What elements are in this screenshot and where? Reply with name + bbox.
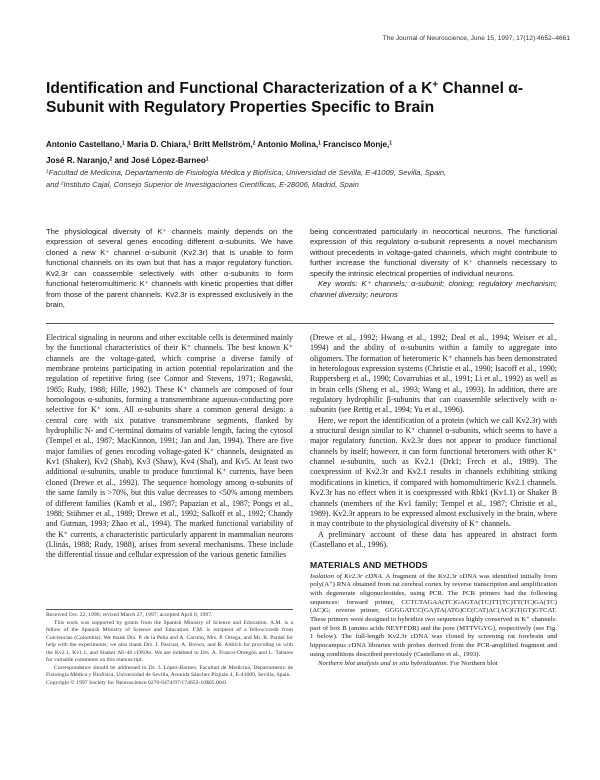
footnotes: [46, 612, 293, 687]
methods-subheading: Isolation of Kv2.3r cDNA.: [310, 572, 384, 580]
author: Antonio Castellano,$^1$: [46, 140, 125, 149]
methods-subheading: Northern blot analysis and in situ hybridization.: [318, 659, 449, 667]
received-dates: Received Oct. 22, 1996; revised March 27, 1997; accepted April 8, 1997.: [46, 612, 213, 618]
affiliation-1: Facultad de Medicina, Departamento de Fisiología Médica y Biofísica, Universidad de Sevilla, E-41009, Sevilla, Spain,: [48, 168, 447, 177]
keywords: Key words: K⁺ channels; α-subunit; cloning; regulatory mechanism; channel diversity; neurons: [310, 279, 557, 299]
body-paragraph: Electrical signaling in neurons and other excitable cells is determined mainly by the functional characteristics of their K⁺ channels. The best known K⁺ channels are the voltage-gated, which comprise a diverse family of membrane proteins participating in action potential repolarization and the regulation of repetitive firing (see Connor and Stevens, 1971; Rogawski, 1985; Rudy, 1988; Hille, 1992). These K⁺ channels are composed of four homologous α-subunits, forming a transmembrane aqueous-conducting pore selective for K⁺ ions. All α-subunits share a common general design: a central core with six putative transmembrane segments, flanked by hydrophilic N- and C-terminal domains of variable length, facing the cytosol (Tempel et al., 1987; MacKinnon, 1991; Jan and Jan, 1994). There are five major families of genes encoding voltage-gated K⁺ channels, designated as Kv1 (Shaker), Kv2 (Shab), Kv3 (Shaw), Kv4 (Shal), and Kv5. At least two additional α-subunits, unable to produce functional K⁺ currents, have been cloned (Drewe et al., 1992). The sequence homology among α-subunits of the same family is >70%, but this value decreases to <50% among members of different families (Kamb et al., 1987; Papazian et al., 1987; Pongs et al., 1988; Stühmer et al., 1989; Drewe et al., 1992; Salkoff et al., 1992; Chandy and Gutman, 1993; Zhao et al., 1994). The marked functional variability of the K⁺ currents, a characteristic particularly apparent in mammalian neurons (Llinás, 1988; Rudy, 1988), arises from several mechanisms. These include the differential tissue and cellular expression of the various genetic families: [46, 333, 293, 560]
author: José R. Naranjo,$^2$: [46, 156, 113, 165]
abstract-right-text: being concentrated particularly in neocortical neurons. The functional expression of this regulatory α-subunit represents a novel mechanism without precedents in voltage-gated channels, which might contribute to further increase the functional diversity of K⁺ channels necessary to specify the intrinsic electrical properties of individual neurons.: [310, 227, 557, 278]
affiliations: $^1$Facultad de Medicina, Departamento de Fisiología Médica y Biofísica, Universidad de Sevilla, E-41009, Sevilla, Spain, and $^2$Instituto Cajal, Consejo Superior de Investigaciones Científicas, E-28006, Madrid, Spain: [46, 168, 447, 189]
body-paragraph: A preliminary account of these data has appeared in abstract form (Castellano et al., 1996).: [310, 529, 557, 549]
title-superscript: +: [432, 79, 439, 91]
running-head: The Journal of Neuroscience, June 15, 1997, 17(12):4652–4661: [382, 35, 570, 42]
body-column-left: [46, 333, 293, 561]
title-line1-pre: Identification and Functional Characterization of a K: [46, 80, 433, 97]
methods-paragraph: Isolation of Kv2.3r cDNA. A fragment of the Kv2.3r cDNA was identified initially from poly(A⁺) RNA obtained from rat cerebral cortex by reverse transcription and amplification with degenerate oligonucleotides, using PCR. The PCR primers had the following sequences: forward primer, CCTCTAGAA(TC)GAGTA(TC)TT(TC)TT(TC)GA(TC)(AC)G; reverse primer, GGGGATCC(GA)TA(ATG)CC(CAT)AC(AC)GT(GT)GTCAT. These primers were designed to hybridize two sequences highly conserved in K⁺ channels: part of box B (amino acids NEYFFDR) and the pore (MTTVGYG), respectively (see Fig. 1 below). The full-length Kv2.3r cDNA was cloned by screening rat forebrain and hippocampus cDNA libraries with probes derived from the PCR-amplified fragment and using conditions described previously (Castellano et al., 1993).: [310, 572, 557, 658]
methods-paragraph: Northern blot analysis and in situ hybridization. For Northern blot: [318, 659, 498, 667]
acknowledgments: This work was supported by grants from the Spanish Ministry of Science and Education. A.M. is a fellow of the Spanish Ministry of Science and Education. F.M. is recipient of a fellow/credit from Colciencias (Colombia). We thank Drs. P. de la Peña and A. Carrión, Mrs. P. Ortega, and Mr. R. Pardal for help with the experiments; we also thank Drs. J. Pascual, A. Brown, and R. Aldrich for providing us with the Kv2.1, Kv1.1, and Shaker Δ6–46 cDNAs. We are indebted to Drs. A. Franco-Obregón and L. Tabares for valuable comments on this manuscript.: [46, 619, 293, 664]
paper-title: [46, 79, 566, 117]
body-column-right: [310, 333, 557, 668]
section-heading-methods: MATERIALS AND METHODS: [310, 560, 428, 571]
affiliation-2: Instituto Cajal, Consejo Superior de Investigaciones Científicas, E-28006, Madrid, Spain: [63, 179, 359, 189]
body-paragraph: (Drewe et al., 1992; Hwang et al., 1992; Deal et al., 1994; Weiser et al., 1994) and the ability of α-subunits within a family to aggregate into oligomers. The formation of heteromeric K⁺ channels has been demonstrated in heterologous expression systems (Christie et al., 1990; Isacoff et al., 1990; Ruppersberg et al., 1990; Covarrubias et al., 1991; Li et al., 1992) as well as in brain cells (Sheng et al., 1993; Wang et al., 1993). In addition, there are regulatory hydrophilic β-subunits that can coassemble selectively with α-subunits (see Rettig et al., 1994; Yu et al., 1996).: [310, 333, 557, 415]
abstract-left: The physiological diversity of K⁺ channels mainly depends on the expression of several genes encoding different α-subunits. We have cloned a new K⁺ channel α-subunit (Kv2.3r) that is unable to form functional channels on its own but that has a major regulatory function. Kv2.3r can coassemble selectively with other α-subunits to form functional heteromultimeric K⁺ channels with kinetic properties that differ from those of the parent channels. Kv2.3r is expressed exclusively in the brain,: [46, 227, 293, 310]
correspondence: Correspondence should be addressed to Dr. J. López-Barneo, Facultad de Medicina, Departamento de Fisiología Médica y Biofísica, Universidad de Sevilla, Avenida Sánchez Pizjuán 4, E-41009, Sevilla, Spain.: [46, 664, 293, 679]
author: Antonio Molina,$^1$: [257, 140, 321, 149]
author-list: [46, 137, 566, 169]
author: and José López-Barneo$^1$: [114, 156, 209, 165]
author: Britt Mellström,$^2$: [193, 140, 256, 149]
title-line2: Subunit with Regulatory Properties Specific to Brain: [46, 99, 435, 116]
copyright: Copyright © 1997 Society for Neuroscience 0270-6474/97/174652-10$05.00/0: [46, 679, 227, 686]
body-paragraph: Here, we report the identification of a protein (which we call Kv2.3r) with a structural design similar to K⁺ channel α-subunits, which seems to have a major regulatory function. Kv2.3r does not appear to produce functional channels by itself; however, it can form functional heteromers with other K⁺ channel α-subunits, such as Kv2.1 (Drk1; Frech et al., 1989). The coexpression of Kv2.3r and Kv2.1 results in channels exhibiting striking modifications in kinetics, if compared with homomultimeric Kv2.1 channels. Kv2.3r has no effect when it is coexpressed with Rbk1 (Kv1.1) or Shaker B channels (members of the Kv1 family; Tempel et al., 1987; Christie et al., 1989). Kv2.3r appears to be expressed almost exclusively in the brain, where it may contribute to the physiological diversity of K⁺ channels.: [310, 415, 557, 529]
author: Francisco Monje,$^1$: [323, 140, 393, 149]
abstract-divider: [46, 323, 554, 324]
author: Maria D. Chiara,$^1$: [127, 140, 192, 149]
footnote-divider: [46, 609, 293, 610]
abstract-right: [310, 227, 557, 300]
title-line1-post: Channel α-: [438, 80, 524, 97]
